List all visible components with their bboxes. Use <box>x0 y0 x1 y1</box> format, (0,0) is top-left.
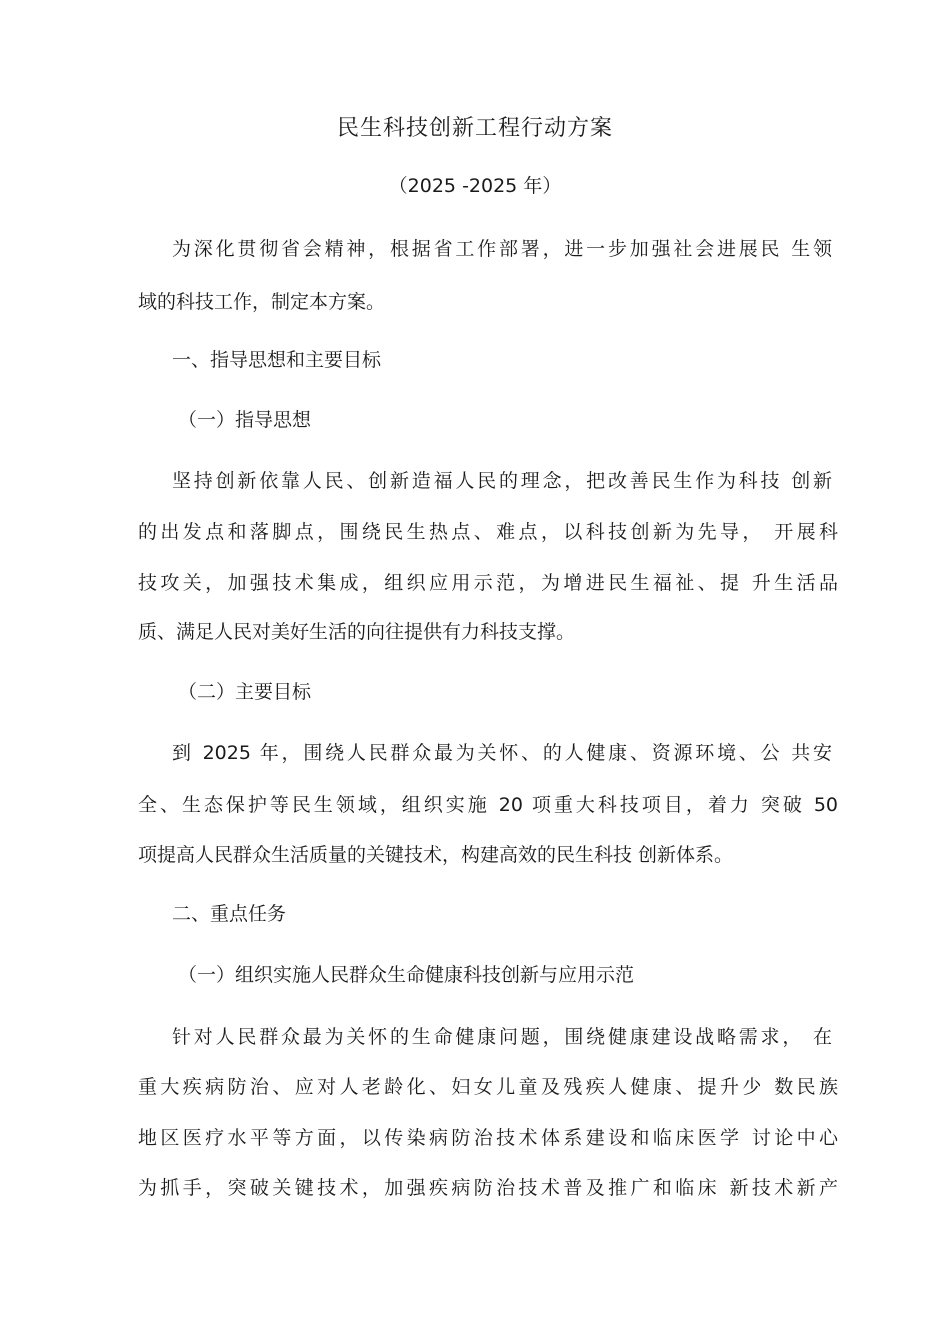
paragraph-line: 为抓手，突破关键技术，加强疾病防治技术普及推广和临床 新技术新产 <box>138 1177 838 1199</box>
paragraph-line: 的出发点和落脚点，围绕民生热点、难点，以科技创新为先导， 开展科 <box>138 521 838 543</box>
paragraph-line: 针对人民群众最为关怀的生命健康问题，围绕健康建设战略需求， 在 <box>172 1026 832 1048</box>
section-heading: 一、指导思想和主要目标 <box>172 349 382 371</box>
paragraph-line: 重大疾病防治、应对人老龄化、妇女儿童及残疾人健康、提升少 数民族 <box>138 1076 838 1098</box>
paragraph-line: 域的科技工作，制定本方案。 <box>138 291 386 313</box>
subsection-heading: （二）主要目标 <box>178 681 312 703</box>
subsection-heading: （一）组织实施人民群众生命健康科技创新与应用示范 <box>178 964 635 986</box>
paragraph-line: 技攻关，加强技术集成，组织应用示范，为增进民生福祉、提 升生活品 <box>138 572 838 594</box>
paragraph-line: 地区医疗水平等方面，以传染病防治技术体系建设和临床医学 讨论中心 <box>138 1127 838 1149</box>
paragraph-line: 为深化贯彻省会精神，根据省工作部署，进一步加强社会进展民 生领 <box>172 238 832 260</box>
document-subtitle: （2025 -2025 年） <box>388 175 562 197</box>
paragraph-line: 到 2025 年，围绕人民群众最为关怀、的人健康、资源环境、公 共安 <box>172 742 832 764</box>
paragraph-line: 全、生态保护等民生领域，组织实施 20 项重大科技项目，着力 突破 50 <box>138 794 838 816</box>
section-heading: 二、重点任务 <box>172 903 287 925</box>
paragraph-line: 坚持创新依靠人民、创新造福人民的理念，把改善民生作为科技 创新 <box>172 470 832 492</box>
document-title: 民生科技创新工程行动方案 <box>336 116 613 141</box>
paragraph-line: 项提高人民群众生活质量的关键技术，构建高效的民生科技 创新体系。 <box>138 844 734 866</box>
paragraph-line: 质、满足人民对美好生活的向往提供有力科技支撑。 <box>138 621 576 643</box>
subsection-heading: （一）指导思想 <box>178 409 312 431</box>
